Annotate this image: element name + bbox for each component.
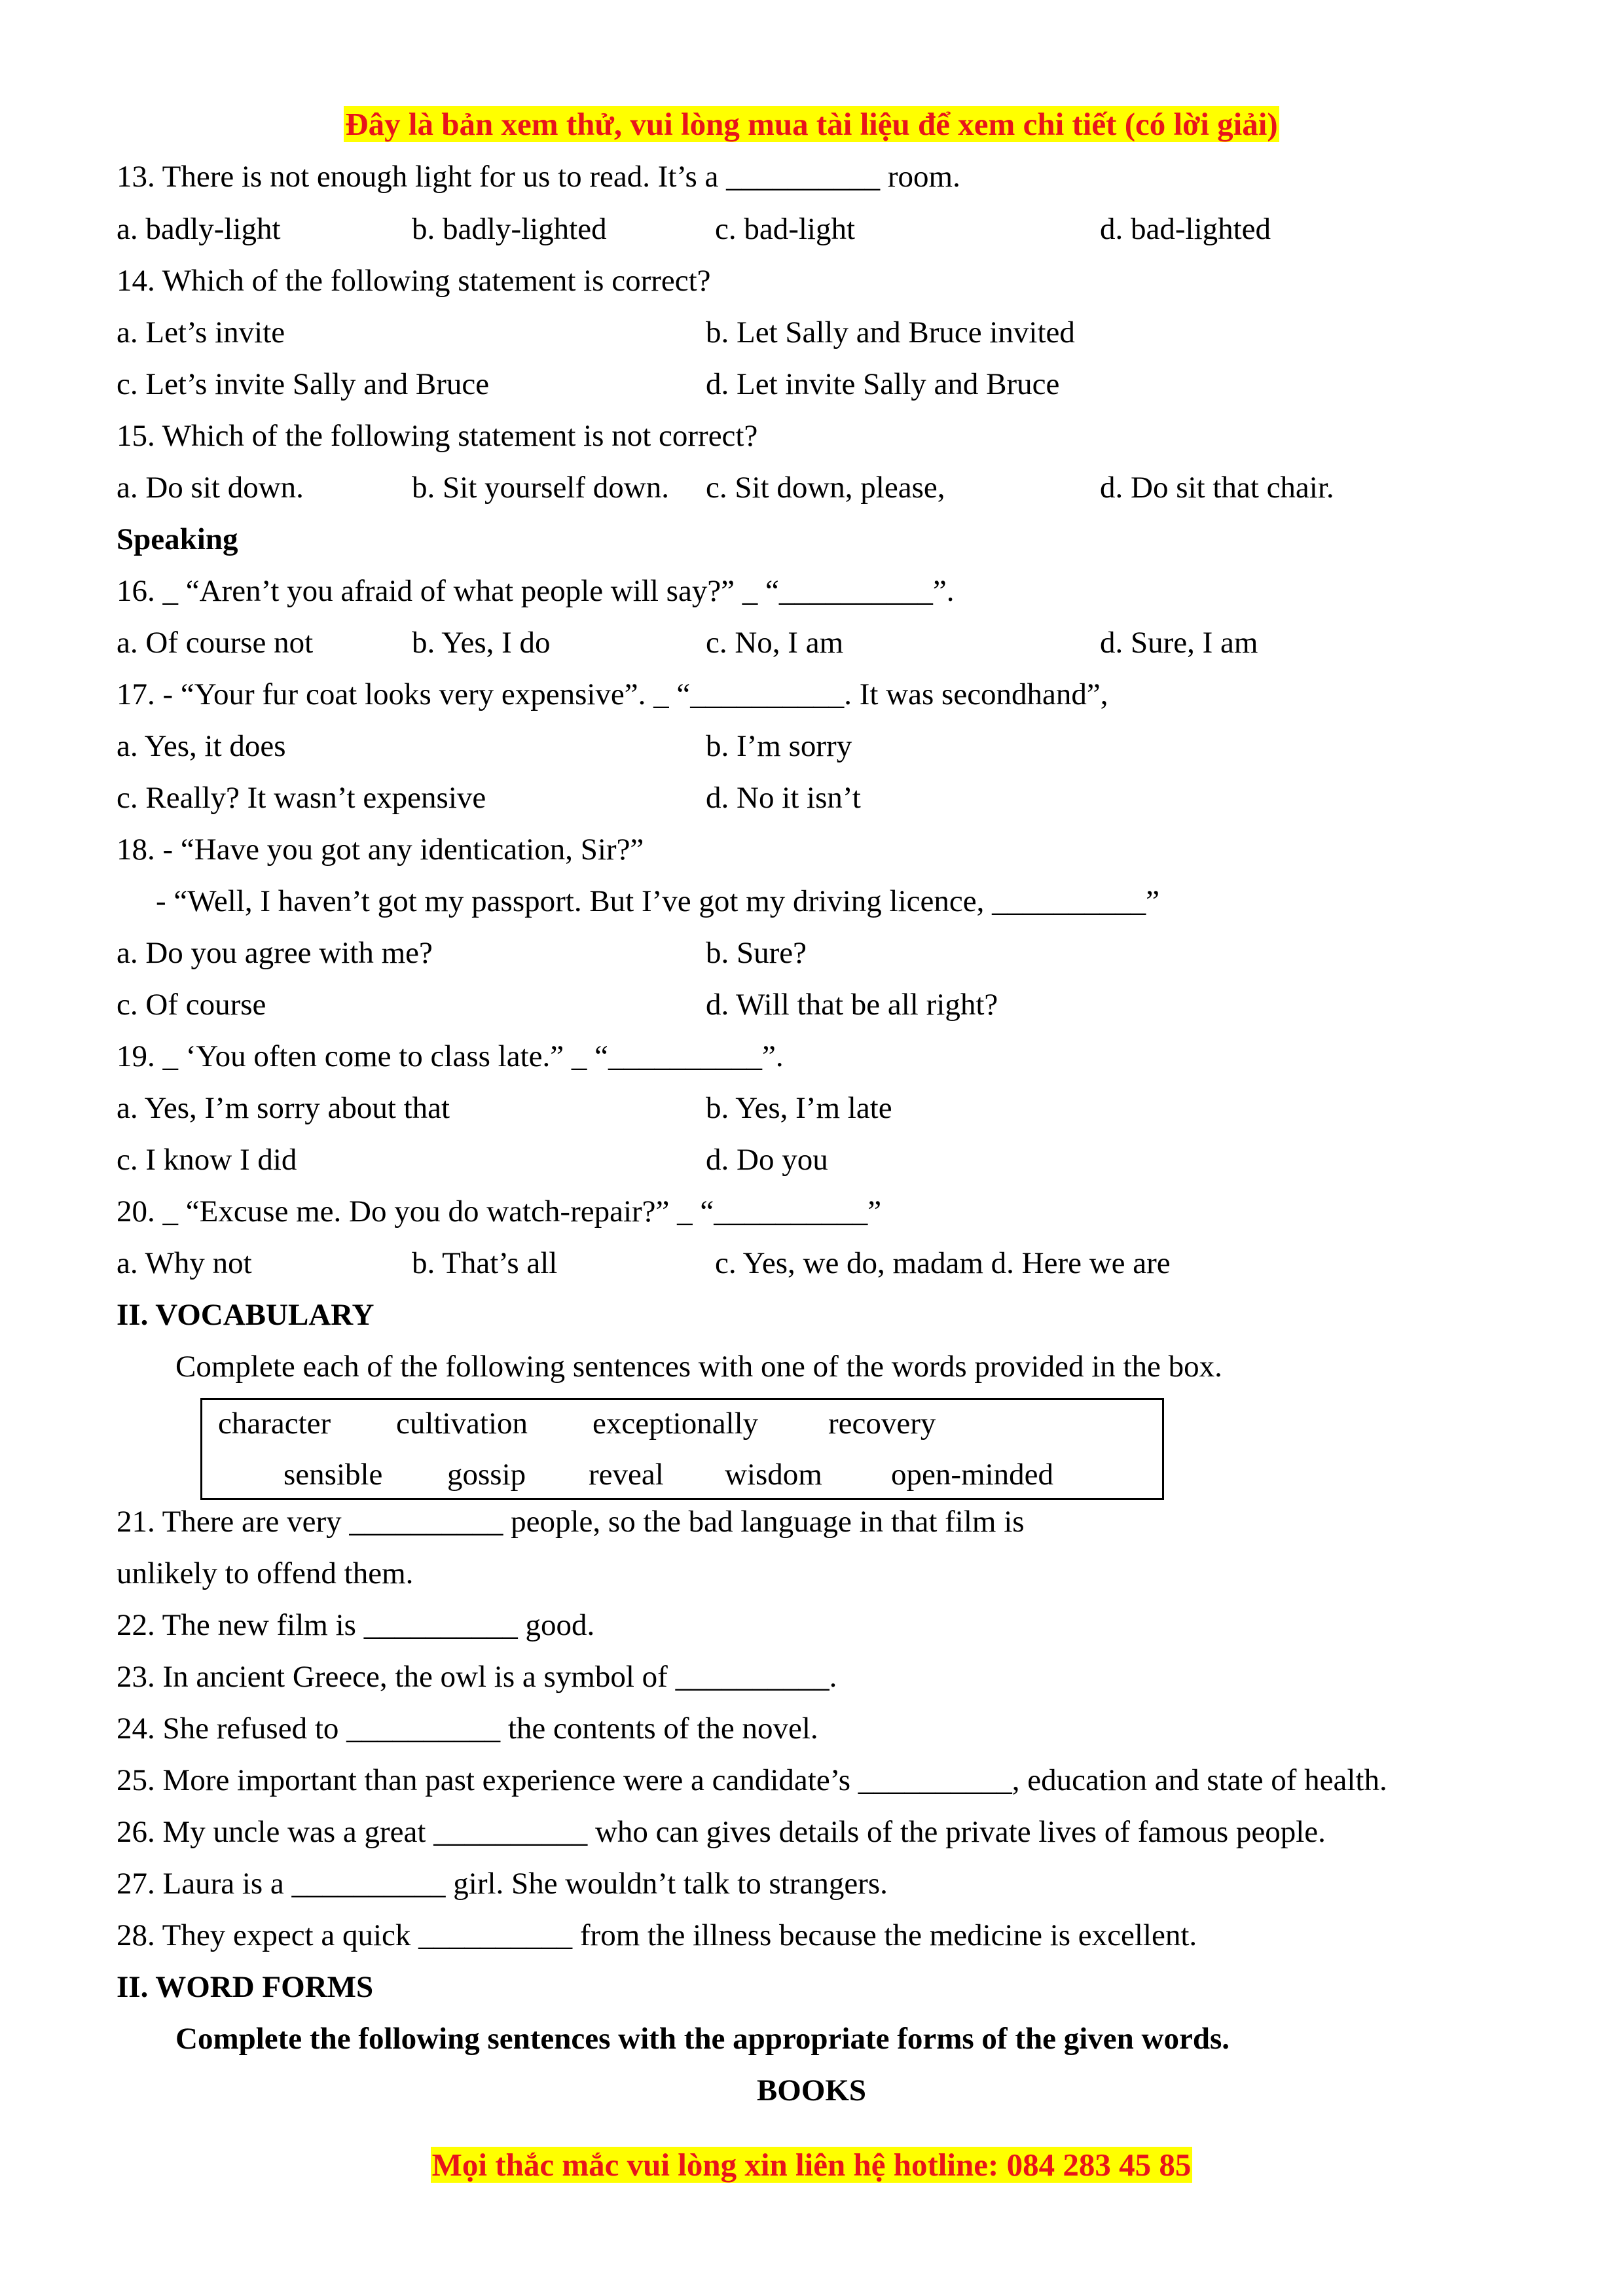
option-b: b. badly-lighted bbox=[412, 212, 607, 246]
option-b: b. That’s all bbox=[412, 1246, 558, 1280]
question-14: 14. Which of the following statement is correct? bbox=[117, 264, 711, 298]
option-d: d. No it isn’t bbox=[706, 781, 861, 815]
preview-notice: Đây là bản xem thử, vui lòng mua tài liệu để xem chi tiết (có lời giải) bbox=[345, 106, 1278, 142]
option-d: d. Sure, I am bbox=[1100, 626, 1258, 660]
option-d: d. Do you bbox=[706, 1143, 828, 1177]
question-23: 23. In ancient Greece, the owl is a symbol of __________. bbox=[117, 1660, 837, 1694]
word-forms-heading: II. WORD FORMS bbox=[117, 1970, 374, 2004]
question-27: 27. Laura is a __________ girl. She wouldn’t talk to strangers. bbox=[117, 1867, 888, 1901]
word-box-item: reveal bbox=[589, 1458, 664, 1492]
vocabulary-heading: II. VOCABULARY bbox=[117, 1298, 374, 1332]
question-13: 13. There is not enough light for us to read. It’s a __________ room. bbox=[117, 160, 960, 194]
question-17: 17. - “Your fur coat looks very expensive”. _ “__________. It was secondhand”, bbox=[117, 677, 1108, 711]
question-21-continued: unlikely to offend them. bbox=[117, 1556, 414, 1590]
option-a: a. Yes, it does bbox=[117, 729, 286, 763]
option-a: a. badly-light bbox=[117, 212, 281, 246]
question-18-reply: - “Well, I haven’t got my passport. But I’ve got my driving licence, __________” bbox=[156, 884, 1159, 918]
preview-notice-row bbox=[0, 105, 1623, 144]
word-box bbox=[200, 1398, 1164, 1500]
word-box-item: cultivation bbox=[396, 1407, 528, 1441]
footer-notice-row bbox=[0, 2145, 1623, 2185]
option-a: a. Why not bbox=[117, 1246, 252, 1280]
word-box-item: open-minded bbox=[891, 1458, 1053, 1492]
vocabulary-instruction: Complete each of the following sentences with one of the words provided in the box. bbox=[175, 1350, 1222, 1384]
books-heading: BOOKS bbox=[756, 2073, 867, 2108]
option-a: a. Yes, I’m sorry about that bbox=[117, 1091, 450, 1125]
option-c: c. I know I did bbox=[117, 1143, 297, 1177]
option-c: c. Sit down, please, bbox=[706, 471, 945, 505]
option-d: d. bad-lighted bbox=[1100, 212, 1271, 246]
option-b: b. Sit yourself down. bbox=[412, 471, 669, 505]
option-d: d. Let invite Sally and Bruce bbox=[706, 367, 1060, 401]
question-22: 22. The new film is __________ good. bbox=[117, 1608, 595, 1642]
option-a: a. Do sit down. bbox=[117, 471, 304, 505]
word-box-item: recovery bbox=[828, 1407, 936, 1441]
option-b: b. Sure? bbox=[706, 936, 807, 970]
word-box-item: character bbox=[218, 1407, 331, 1441]
question-16: 16. _ “Aren’t you afraid of what people will say?” _ “__________”. bbox=[117, 574, 955, 608]
option-b: b. Yes, I do bbox=[412, 626, 551, 660]
word-box-item: gossip bbox=[447, 1458, 526, 1492]
option-b: b. Yes, I’m late bbox=[706, 1091, 892, 1125]
option-d: d. Do sit that chair. bbox=[1100, 471, 1334, 505]
option-b: b. I’m sorry bbox=[706, 729, 852, 763]
option-c: c. Of course bbox=[117, 988, 266, 1022]
word-forms-instruction: Complete the following sentences with the appropriate forms of the given words. bbox=[175, 2022, 1230, 2056]
word-box-item: sensible bbox=[283, 1458, 383, 1492]
question-26: 26. My uncle was a great __________ who can gives details of the private lives of famous people. bbox=[117, 1815, 1326, 1849]
question-18: 18. - “Have you got any identication, Sir?” bbox=[117, 833, 644, 867]
question-15: 15. Which of the following statement is not correct? bbox=[117, 419, 758, 453]
option-c: c. bad-light bbox=[715, 212, 856, 246]
option-c: c. Let’s invite Sally and Bruce bbox=[117, 367, 490, 401]
hotline-notice: Mọi thắc mắc vui lòng xin liên hệ hotline: 084 283 45 85 bbox=[431, 2147, 1192, 2183]
question-21: 21. There are very __________ people, so the bad language in that film is bbox=[117, 1505, 1025, 1539]
word-box-item: wisdom bbox=[725, 1458, 822, 1492]
question-24: 24. She refused to __________ the contents of the novel. bbox=[117, 1712, 818, 1746]
option-c: c. Really? It wasn’t expensive bbox=[117, 781, 486, 815]
option-a: a. Of course not bbox=[117, 626, 314, 660]
option-c-d: c. Yes, we do, madam d. Here we are bbox=[715, 1246, 1171, 1280]
option-a: a. Do you agree with me? bbox=[117, 936, 433, 970]
word-box-item: exceptionally bbox=[593, 1407, 759, 1441]
option-b: b. Let Sally and Bruce invited bbox=[706, 315, 1075, 350]
option-d: d. Will that be all right? bbox=[706, 988, 998, 1022]
question-19: 19. _ ‘You often come to class late.” _ “__________”. bbox=[117, 1039, 784, 1073]
question-25: 25. More important than past experience were a candidate’s __________, education and state of health. bbox=[117, 1763, 1387, 1797]
question-20: 20. _ “Excuse me. Do you do watch-repair?” _ “__________” bbox=[117, 1194, 882, 1229]
speaking-heading: Speaking bbox=[117, 522, 238, 556]
option-a: a. Let’s invite bbox=[117, 315, 285, 350]
option-c: c. No, I am bbox=[706, 626, 844, 660]
question-28: 28. They expect a quick __________ from the illness because the medicine is excellent. bbox=[117, 1918, 1197, 1952]
